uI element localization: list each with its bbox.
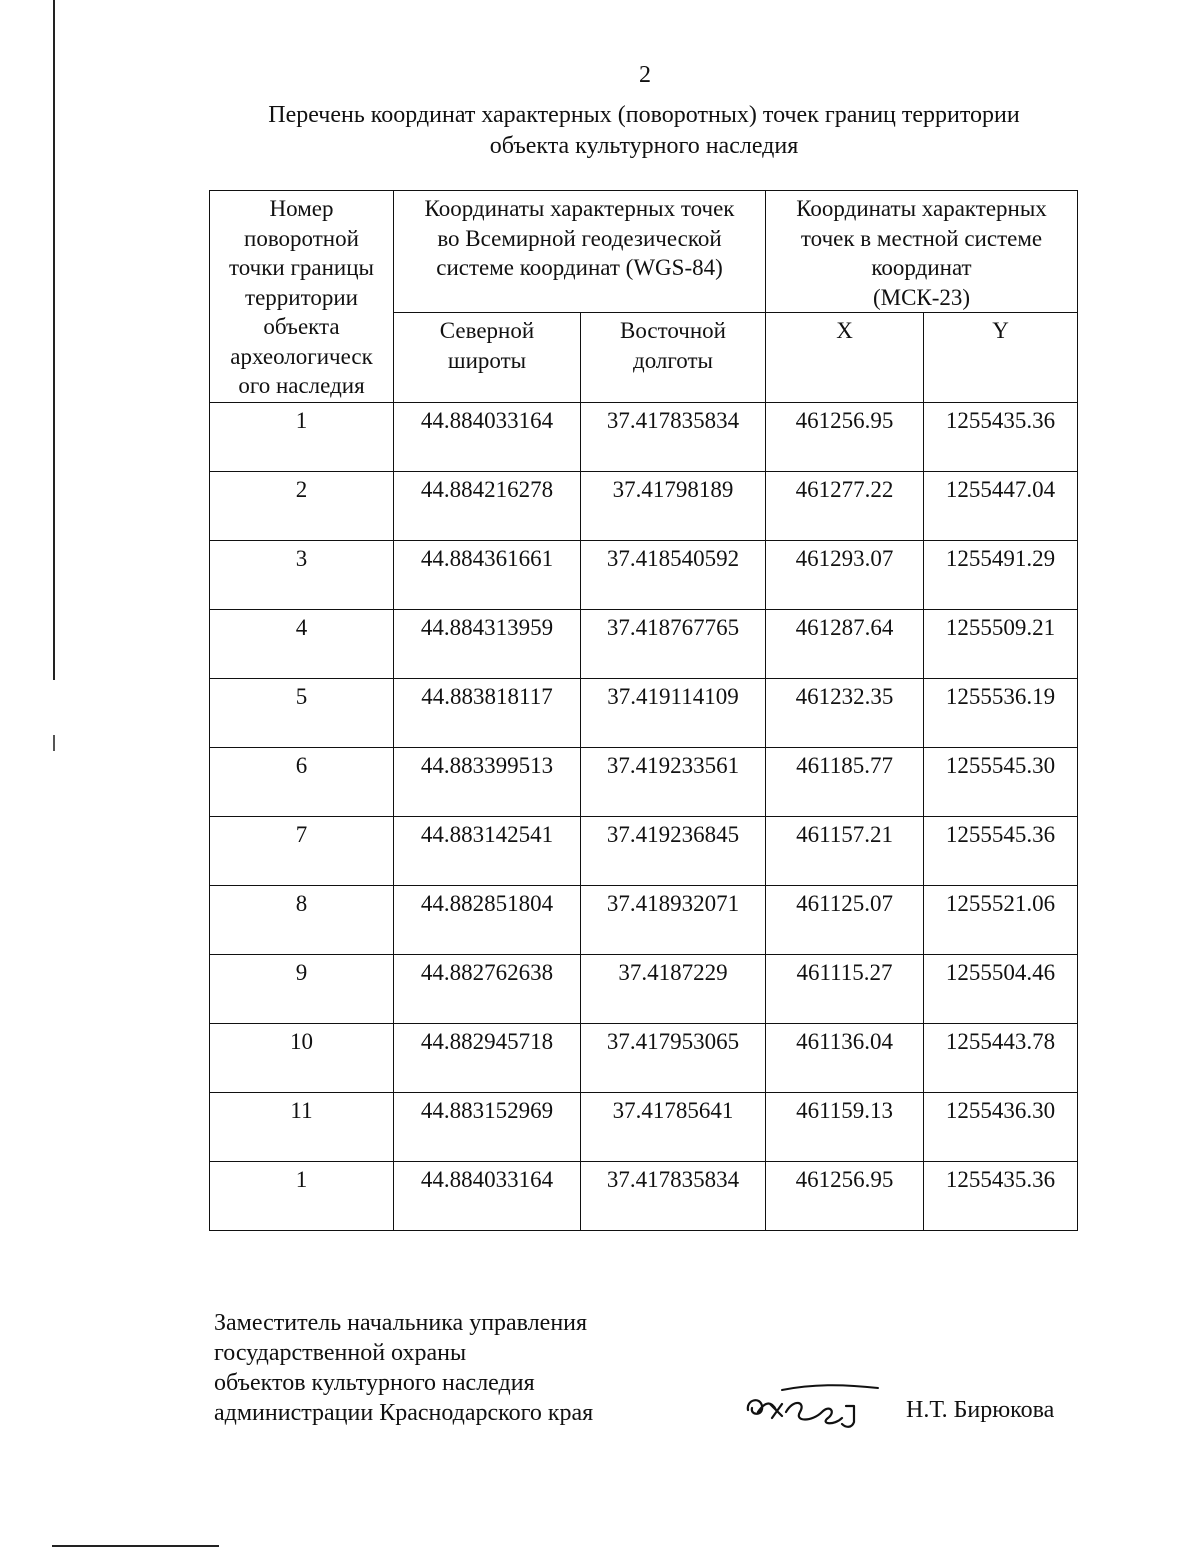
header-east-longitude: Восточной долготы [581, 313, 766, 403]
table-header-row [210, 191, 1078, 313]
title-line-1: Перечень координат характерных (поворотных) точек границ территории [268, 102, 1020, 128]
cell-longitude: 37.419114109 [581, 679, 766, 748]
cell-latitude: 44.882851804 [394, 886, 581, 955]
header-y: Y [924, 313, 1078, 403]
left-margin-line [53, 0, 55, 680]
cell-point-number: 1 [210, 1162, 394, 1231]
cell-point-number: 3 [210, 541, 394, 610]
table-row [210, 610, 1078, 679]
cell-point-number: 7 [210, 817, 394, 886]
cell-longitude: 37.418932071 [581, 886, 766, 955]
cell-x: 461256.95 [766, 1162, 924, 1231]
cell-point-number: 11 [210, 1093, 394, 1162]
cell-latitude: 44.882762638 [394, 955, 581, 1024]
cell-latitude: 44.884033164 [394, 403, 581, 472]
table-row [210, 679, 1078, 748]
cell-latitude: 44.883399513 [394, 748, 581, 817]
cell-point-number: 4 [210, 610, 394, 679]
signer-name: Н.Т. Бирюкова [906, 1397, 1055, 1423]
cell-y: 1255491.29 [924, 541, 1078, 610]
cell-y: 1255443.78 [924, 1024, 1078, 1093]
cell-x: 461277.22 [766, 472, 924, 541]
cell-latitude: 44.883152969 [394, 1093, 581, 1162]
cell-y: 1255545.36 [924, 817, 1078, 886]
page-number: 2 [639, 62, 651, 88]
handwritten-signature [742, 1382, 882, 1430]
cell-y: 1255536.19 [924, 679, 1078, 748]
cell-x: 461115.27 [766, 955, 924, 1024]
cell-x: 461136.04 [766, 1024, 924, 1093]
cell-longitude: 37.417835834 [581, 1162, 766, 1231]
signature-block [214, 1308, 593, 1428]
cell-point-number: 2 [210, 472, 394, 541]
table-row [210, 541, 1078, 610]
cell-x: 461125.07 [766, 886, 924, 955]
cell-point-number: 9 [210, 955, 394, 1024]
header-msk23-group: Координаты характерных точек в местной системе координат (МСК-23) [766, 191, 1078, 313]
title-line-2: объекта культурного наследия [489, 133, 799, 159]
cell-latitude: 44.883142541 [394, 817, 581, 886]
cell-longitude: 37.419236845 [581, 817, 766, 886]
cell-longitude: 37.418540592 [581, 541, 766, 610]
cell-point-number: 8 [210, 886, 394, 955]
table-row [210, 1162, 1078, 1231]
cell-latitude: 44.883818117 [394, 679, 581, 748]
cell-point-number: 1 [210, 403, 394, 472]
table-row [210, 817, 1078, 886]
cell-y: 1255509.21 [924, 610, 1078, 679]
cell-longitude: 37.41798189 [581, 472, 766, 541]
table-row [210, 1024, 1078, 1093]
table-row [210, 403, 1078, 472]
cell-longitude: 37.41785641 [581, 1093, 766, 1162]
cell-point-number: 10 [210, 1024, 394, 1093]
cell-y: 1255521.06 [924, 886, 1078, 955]
cell-latitude: 44.884361661 [394, 541, 581, 610]
cell-latitude: 44.884033164 [394, 1162, 581, 1231]
table-row [210, 472, 1078, 541]
cell-y: 1255447.04 [924, 472, 1078, 541]
cell-latitude: 44.882945718 [394, 1024, 581, 1093]
signer-title-line: объектов культурного наследия [214, 1370, 535, 1396]
cell-x: 461256.95 [766, 403, 924, 472]
cell-x: 461185.77 [766, 748, 924, 817]
cell-x: 461232.35 [766, 679, 924, 748]
signer-title-line: Заместитель начальника управления [214, 1310, 588, 1336]
header-point-number: Номер поворотной точки границы территории объекта археологическ ого наследия [210, 191, 394, 403]
cell-latitude: 44.884216278 [394, 472, 581, 541]
document-title [210, 100, 1078, 162]
table-row [210, 955, 1078, 1024]
cell-longitude: 37.417835834 [581, 403, 766, 472]
cell-y: 1255435.36 [924, 1162, 1078, 1231]
cell-longitude: 37.418767765 [581, 610, 766, 679]
left-margin-mark [53, 735, 55, 751]
table-row [210, 1093, 1078, 1162]
cell-y: 1255436.30 [924, 1093, 1078, 1162]
coordinates-table [209, 190, 1078, 1231]
cell-x: 461159.13 [766, 1093, 924, 1162]
header-x: X [766, 313, 924, 403]
signer-title-line: государственной охраны [214, 1340, 467, 1366]
cell-y: 1255545.30 [924, 748, 1078, 817]
table-row [210, 748, 1078, 817]
header-north-latitude: Северной широты [394, 313, 581, 403]
cell-x: 461287.64 [766, 610, 924, 679]
signer-title-line: администрации Краснодарского края [214, 1400, 594, 1426]
cell-y: 1255504.46 [924, 955, 1078, 1024]
header-wgs84-group: Координаты характерных точек во Всемирной геодезической системе координат (WGS-84) [394, 191, 766, 313]
cell-point-number: 6 [210, 748, 394, 817]
cell-longitude: 37.417953065 [581, 1024, 766, 1093]
cell-latitude: 44.884313959 [394, 610, 581, 679]
cell-point-number: 5 [210, 679, 394, 748]
cell-x: 461293.07 [766, 541, 924, 610]
footer-rule [52, 1545, 219, 1547]
cell-y: 1255435.36 [924, 403, 1078, 472]
cell-longitude: 37.419233561 [581, 748, 766, 817]
cell-longitude: 37.4187229 [581, 955, 766, 1024]
cell-x: 461157.21 [766, 817, 924, 886]
table-row [210, 886, 1078, 955]
